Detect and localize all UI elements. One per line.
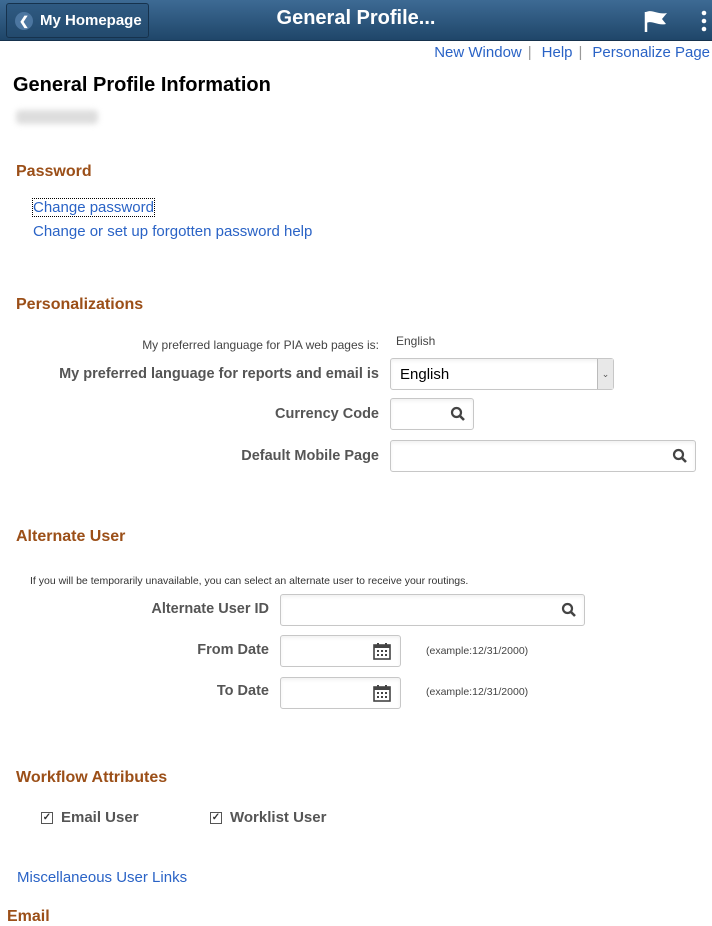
calendar-icon[interactable] xyxy=(372,683,392,703)
from-date-label: From Date xyxy=(197,642,269,658)
worklist-user-checkbox[interactable]: ✓ xyxy=(211,811,221,823)
email-user-checkbox-row[interactable] xyxy=(41,809,139,826)
alternate-user-id-input[interactable] xyxy=(280,594,585,626)
miscellaneous-user-links[interactable]: Miscellaneous User Links xyxy=(17,869,188,886)
currency-code-input[interactable] xyxy=(390,398,474,430)
currency-code-label: Currency Code xyxy=(275,406,379,422)
email-section-heading: Email xyxy=(7,908,50,925)
pia-language-value: English xyxy=(396,334,436,348)
to-date-input[interactable] xyxy=(280,677,401,709)
report-language-label: My preferred language for reports and email is xyxy=(59,366,379,382)
change-password-link[interactable]: Change password xyxy=(33,199,154,216)
from-date-hint: (example:12/31/2000) xyxy=(426,645,529,657)
report-language-value: English xyxy=(400,366,450,383)
default-mobile-page-input[interactable] xyxy=(390,440,696,472)
alternate-user-description: If you will be temporarily unavailable, you can select an alternate user to receive your routings. xyxy=(30,575,469,587)
redacted-user-name xyxy=(16,110,98,124)
back-button-label: My Homepage xyxy=(40,12,142,29)
more-options-icon[interactable] xyxy=(700,10,708,32)
forgotten-password-help-link[interactable]: Change or set up forgotten password help xyxy=(33,223,313,240)
worklist-user-label: Worklist User xyxy=(230,809,327,826)
top-links: New Window | Help | Personalize Page xyxy=(434,44,710,61)
workflow-attributes-section-heading: Workflow Attributes xyxy=(16,769,168,786)
flag-icon[interactable] xyxy=(643,9,669,33)
calendar-icon[interactable] xyxy=(372,641,392,661)
pia-language-label: My preferred language for PIA web pages is: xyxy=(142,338,379,352)
email-user-label: Email User xyxy=(61,809,139,826)
search-icon[interactable] xyxy=(450,406,466,422)
new-window-link[interactable]: New Window xyxy=(434,44,522,61)
password-section-heading: Password xyxy=(16,163,92,180)
page-title: General Profile Information xyxy=(13,74,271,96)
help-link[interactable]: Help xyxy=(541,44,573,61)
alternate-user-id-label: Alternate User ID xyxy=(151,601,269,617)
report-language-select[interactable] xyxy=(390,358,614,390)
personalizations-section-heading: Personalizations xyxy=(16,296,144,313)
default-mobile-page-label: Default Mobile Page xyxy=(241,448,379,464)
header-bar xyxy=(0,0,712,41)
email-user-checkbox[interactable]: ✓ xyxy=(42,811,52,823)
alternate-user-section-heading: Alternate User xyxy=(16,528,126,545)
to-date-label: To Date xyxy=(216,683,269,699)
chevron-down-icon[interactable]: ⌄ xyxy=(597,359,613,389)
worklist-user-checkbox-row[interactable] xyxy=(210,809,326,826)
search-icon[interactable] xyxy=(561,602,577,618)
search-icon[interactable] xyxy=(672,448,688,464)
to-date-hint: (example:12/31/2000) xyxy=(426,686,529,698)
from-date-input[interactable] xyxy=(280,635,401,667)
chevron-left-icon: ❮ xyxy=(15,12,33,30)
page-header-title: General Profile... xyxy=(276,7,436,29)
personalize-page-link[interactable]: Personalize Page xyxy=(592,44,710,61)
